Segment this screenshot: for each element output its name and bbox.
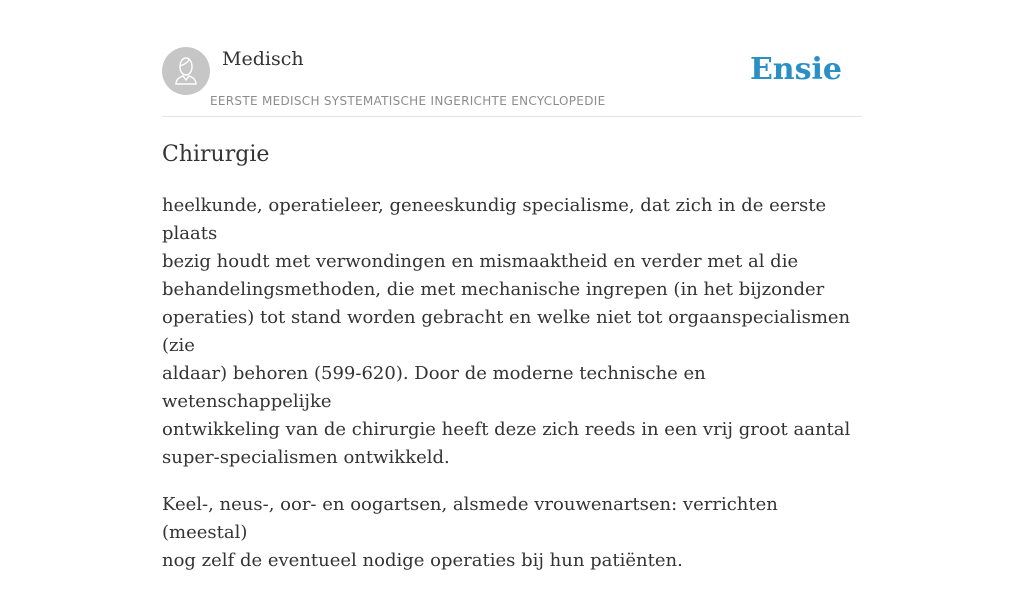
source-avatar[interactable] xyxy=(162,47,210,95)
paragraph-line: bezig houdt met verwondingen en mismaaktheid en verder met al die xyxy=(162,251,799,272)
article-body xyxy=(162,192,862,594)
article-paragraph xyxy=(162,192,862,472)
paragraph-line: nog zelf de eventueel nodige operaties bij hun patiënten. xyxy=(162,550,683,571)
paragraph-line: aldaar) behoren (599-620). Door de moderne technische en wetenschappelijke xyxy=(162,363,706,412)
paragraph-line: ontwikkeling van de chirurgie heeft deze zich reeds in een vrij groot aantal xyxy=(162,419,851,440)
article-paragraph xyxy=(162,491,862,575)
brand-logo[interactable]: Ensie xyxy=(749,52,842,87)
paragraph-line: Keel-, neus-, oor- en oogartsen, alsmede vrouwenartsen: verrichten (meestal) xyxy=(162,494,778,543)
article-title: Chirurgie xyxy=(162,142,270,167)
paragraph-line: super-specialismen ontwikkeld. xyxy=(162,447,450,468)
user-silhouette-icon xyxy=(162,47,210,95)
source-subtitle: EERSTE MEDISCH SYSTEMATISCHE INGERICHTE ENCYCLOPEDIE xyxy=(210,94,606,108)
paragraph-line: behandelingsmethoden, die met mechanische ingrepen (in het bijzonder xyxy=(162,279,825,300)
source-name[interactable]: Medisch xyxy=(222,48,304,70)
paragraph-line: operaties) tot stand worden gebracht en welke niet tot orgaanspecialismen (zie xyxy=(162,307,851,356)
source-header xyxy=(162,40,862,117)
paragraph-line: heelkunde, operatieleer, geneeskundig specialisme, dat zich in de eerste plaats xyxy=(162,195,827,244)
